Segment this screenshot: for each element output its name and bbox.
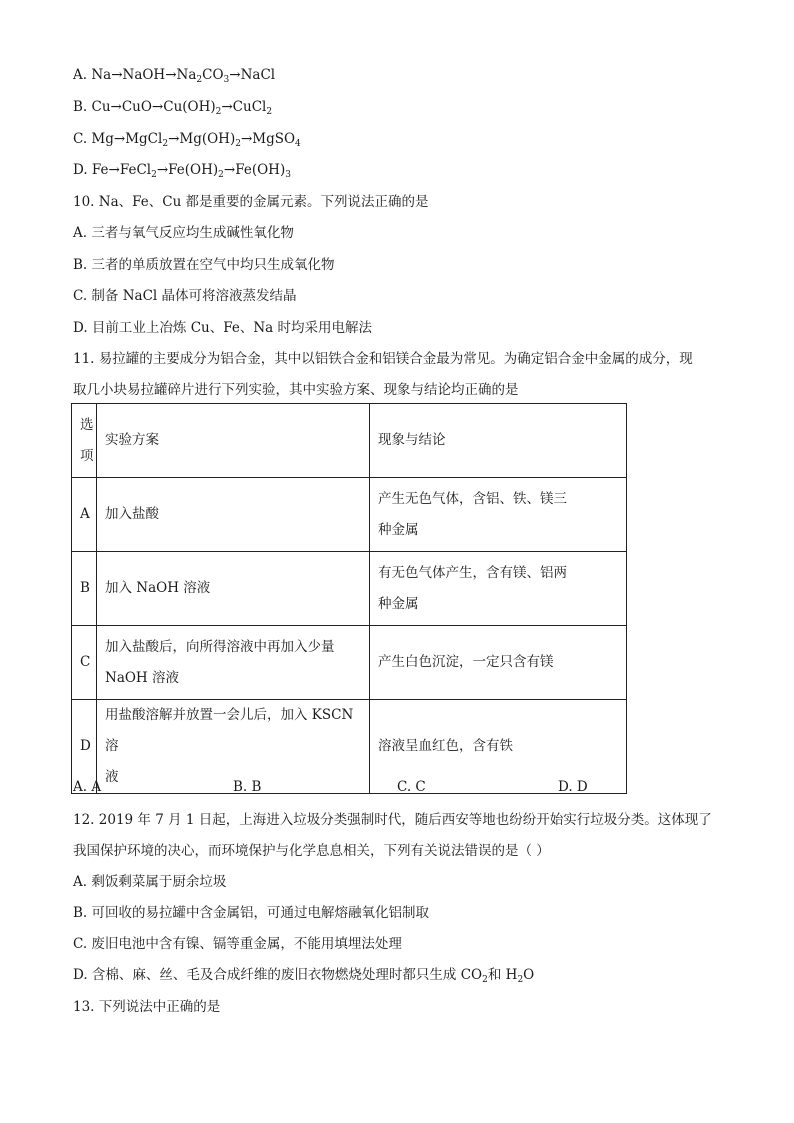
q11-stem-line2: 取几小块易拉罐碎片进行下列实验，其中实验方案、现象与结论均正确的是 — [73, 382, 519, 398]
row-plan: 加入盐酸 — [97, 478, 370, 552]
q10-stem: 10. Na、Fe、Cu 都是重要的金属元素。下列说法正确的是 — [73, 194, 429, 210]
q11-option-d: D. D — [558, 779, 588, 795]
row-result: 产生白色沉淀，一定只含有镁 — [370, 626, 627, 700]
q11-option-a: A. A — [73, 779, 102, 795]
row-option: C — [72, 626, 97, 700]
table-row — [72, 552, 627, 626]
row-plan: 加入 NaOH 溶液 — [97, 552, 370, 626]
q12-option-b: B. 可回收的易拉罐中含金属铝，可通过电解熔融氧化铝制取 — [73, 905, 430, 921]
q10-option-c: C. 制备 NaCl 晶体可将溶液蒸发结晶 — [73, 288, 297, 304]
header-result: 现象与结论 — [370, 404, 627, 478]
q9-option-c: C. $Mg\to MgCl_2\to Mg(OH)_2\to MgSO_4$ — [73, 131, 301, 149]
table-row — [72, 626, 627, 700]
q11-experiment-table — [71, 403, 627, 794]
q9-option-b: B. $Cu\to CuO\to Cu(OH)_2\to CuCl_2$ — [73, 99, 273, 117]
q13-stem: 13. 下列说法中正确的是 — [73, 999, 221, 1015]
q9-option-d: D. $Fe\to FeCl_2\to Fe(OH)_2\to Fe(OH)_3$ — [73, 162, 291, 180]
q12-option-c: C. 废旧电池中含有镍、镉等重金属，不能用填埋法处理 — [73, 936, 402, 952]
row-result: 溶液呈血红色，含有铁 — [370, 700, 627, 794]
table-row — [72, 478, 627, 552]
row-option: A — [72, 478, 97, 552]
header-plan: 实验方案 — [97, 404, 370, 478]
row-result: 有无色气体产生，含有镁、铝两 种金属 — [370, 552, 627, 626]
q9-option-a: A. $Na\to NaOH\to Na_2CO_3\to NaCl$ — [73, 67, 276, 85]
table-header-row — [72, 404, 627, 478]
q11-option-c: C. C — [397, 779, 426, 795]
row-plan: 加入盐酸后，向所得溶液中再加入少量 NaOH 溶液 — [97, 626, 370, 700]
q10-option-d: D. 目前工业上冶炼 Cu、Fe、Na 时均采用电解法 — [73, 320, 373, 336]
q12-stem-line1: 12. 2019 年 7 月 1 日起，上海进入垃圾分类强制时代，随后西安等地也纷纷开始实行垃圾分类。这体现了 — [73, 812, 712, 828]
q10-option-b: B. 三者的单质放置在空气中均只生成氧化物 — [73, 257, 335, 273]
row-result: 产生无色气体，含铝、铁、镁三 种金属 — [370, 478, 627, 552]
q11-option-b: B. B — [233, 779, 262, 795]
row-plan: 用盐酸溶解并放置一会儿后，加入 KSCN 溶 液 — [97, 700, 370, 794]
q10-option-a: A. 三者与氧气反应均生成碱性氧化物 — [73, 225, 294, 241]
q11-options — [73, 779, 633, 797]
q12-stem-line2: 我国保护环境的决心，而环境保护与化学息息相关，下列有关说法错误的是（ ） — [73, 843, 550, 859]
row-option: D — [72, 700, 97, 794]
q12-option-d: D. 含棉、麻、丝、毛及合成纤维的废旧衣物燃烧处理时都只生成 $CO_2$和 $H_2O$ — [73, 967, 535, 985]
header-option: 选 项 — [72, 404, 97, 478]
q11-stem-line1: 11. 易拉罐的主要成分为铝合金，其中以铝铁合金和铝镁合金最为常见。为确定铝合金中金属的成分，现 — [73, 351, 693, 367]
q12-option-a: A. 剩饭剩菜属于厨余垃圾 — [73, 874, 227, 890]
row-option: B — [72, 552, 97, 626]
